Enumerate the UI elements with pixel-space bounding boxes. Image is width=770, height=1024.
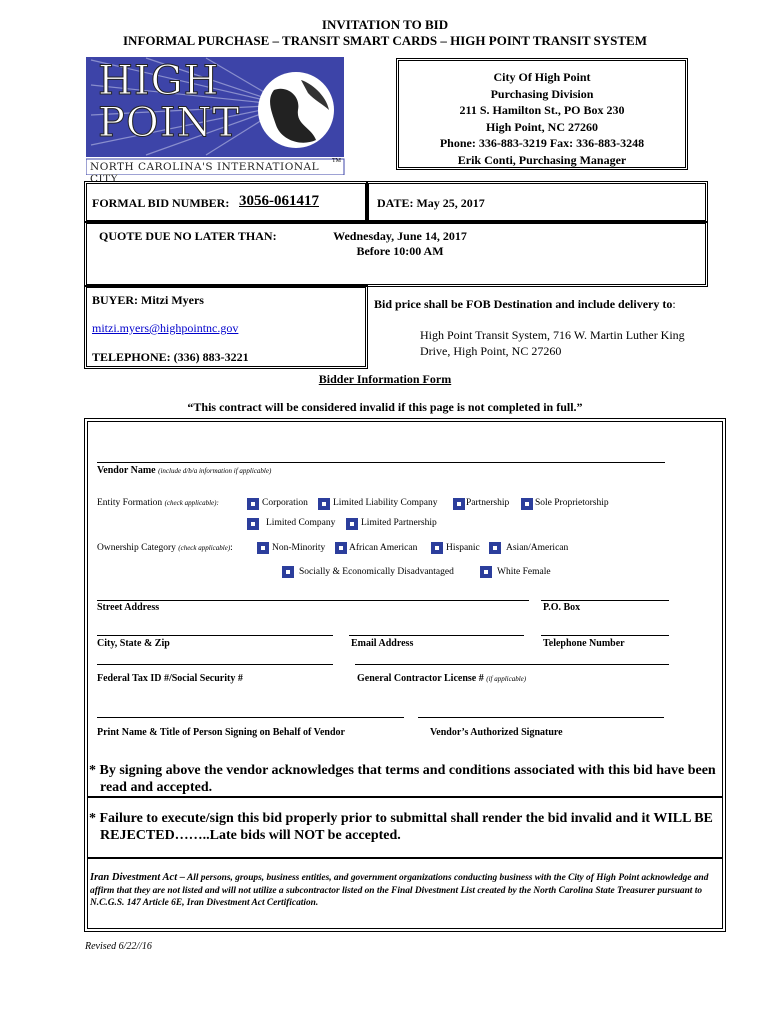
sole-proprietorship-label: Sole Proprietorship bbox=[535, 498, 609, 508]
tax-id-line[interactable] bbox=[97, 664, 333, 665]
address-line: Erik Conti, Purchasing Manager bbox=[457, 152, 627, 167]
tax-id-label: Federal Tax ID #/Social Security # bbox=[97, 673, 243, 684]
iran-text: All persons, groups, business entities, and government organizations conducting business with the City of High Point acknowledge and affirm that they are not listed and will not utilize a subcontractor listed on the Final Divestment List created by the North Carolina State Treasurer pursuant to N.C.G.S. 147 Article 6E, Iran Divestment Act Certification. bbox=[90, 873, 709, 908]
entity-label-text: Entity Formation bbox=[97, 498, 163, 508]
ownership-label-text: Ownership Category bbox=[97, 543, 176, 553]
address-line: 211 S. Hamilton St., PO Box 230 bbox=[459, 103, 625, 117]
entity-label bbox=[97, 498, 219, 508]
quote-due-box bbox=[84, 221, 708, 287]
fob-colon: : bbox=[672, 297, 676, 311]
po-box-line[interactable] bbox=[541, 600, 669, 601]
iran-title: Iran Divestment Act – bbox=[90, 872, 185, 883]
failure-note bbox=[89, 810, 713, 844]
address-box bbox=[396, 58, 688, 170]
sole-proprietorship-checkbox[interactable] bbox=[521, 498, 533, 510]
limited-partnership-label: Limited Partnership bbox=[361, 518, 437, 528]
form-heading: Bidder Information Form bbox=[318, 372, 452, 386]
failure-note-line: REJECTED……..Late bids will NOT be accepted. bbox=[100, 828, 401, 843]
bid-date: DATE: May 25, 2017 bbox=[377, 196, 485, 210]
doc-title: INVITATION TO BID bbox=[321, 17, 449, 32]
partnership-checkbox[interactable] bbox=[453, 498, 465, 510]
logo-tagline: NORTH CAROLINA'S INTERNATIONAL CITY bbox=[90, 161, 320, 185]
quote-due-date: Wednesday, June 14, 2017 bbox=[333, 229, 467, 243]
logo-text-point: POINT bbox=[98, 100, 241, 146]
address-line: Phone: 336-883-3219 Fax: 336-883-3248 bbox=[439, 136, 645, 150]
street-label: Street Address bbox=[97, 602, 160, 613]
license-label bbox=[357, 673, 526, 684]
fob-statement bbox=[374, 297, 676, 312]
phone-label: Telephone Number bbox=[543, 638, 625, 649]
delivery-address bbox=[420, 327, 685, 359]
corporation-label: Corporation bbox=[262, 498, 308, 508]
llc-checkbox[interactable] bbox=[318, 498, 330, 510]
email-line[interactable] bbox=[349, 635, 524, 636]
non-minority-checkbox[interactable] bbox=[257, 542, 269, 554]
iran-divestment-notice bbox=[90, 872, 720, 910]
hispanic-label: Hispanic bbox=[446, 543, 480, 553]
white-female-checkbox[interactable] bbox=[480, 566, 492, 578]
vendor-name-line[interactable] bbox=[97, 462, 665, 463]
corporation-checkbox[interactable] bbox=[247, 498, 259, 510]
disadvantaged-label: Socially & Economically Disadvantaged bbox=[299, 567, 454, 577]
limited-company-label: Limited Company bbox=[266, 518, 336, 528]
logo-text-high: HIGH bbox=[98, 58, 220, 104]
address-line: Purchasing Division bbox=[490, 86, 594, 101]
quote-due-value bbox=[315, 229, 485, 259]
bid-number-label: FORMAL BID NUMBER: bbox=[92, 196, 230, 210]
divider bbox=[87, 796, 723, 798]
revised-date: Revised 6/22//16 bbox=[85, 941, 152, 952]
delivery-line: High Point Transit System, 716 W. Martin Luther King bbox=[420, 328, 685, 342]
date-box bbox=[366, 181, 708, 223]
signing-note-line: * By signing above the vendor acknowledges that terms and conditions associated with this bid have been bbox=[89, 763, 716, 778]
asian-american-checkbox[interactable] bbox=[489, 542, 501, 554]
delivery-line: Drive, High Point, NC 27260 bbox=[420, 344, 562, 358]
address-line: City Of High Point bbox=[493, 70, 591, 84]
vendor-name-label bbox=[97, 465, 271, 476]
quote-due-label: QUOTE DUE NO LATER THAN: bbox=[99, 229, 277, 243]
asian-american-label: Asian/American bbox=[506, 543, 569, 553]
email-label: Email Address bbox=[351, 638, 414, 649]
signing-note bbox=[89, 762, 716, 796]
print-name-label: Print Name & Title of Person Signing on Behalf of Vendor bbox=[97, 727, 345, 738]
limited-company-checkbox[interactable] bbox=[247, 518, 259, 530]
african-american-label: African American bbox=[349, 543, 418, 553]
po-box-label: P.O. Box bbox=[543, 602, 581, 613]
signature-line[interactable] bbox=[418, 717, 664, 718]
buyer-box bbox=[84, 285, 368, 369]
partnership-label: Partnership bbox=[466, 498, 510, 508]
city-line[interactable] bbox=[97, 635, 333, 636]
bid-number: 3056-061417 bbox=[239, 193, 319, 209]
african-american-checkbox[interactable] bbox=[335, 542, 347, 554]
vendor-name-note: (include d/b/a information if applicable) bbox=[158, 467, 272, 475]
entity-note: (check applicable): bbox=[164, 499, 219, 507]
buyer-name: BUYER: Mitzi Myers bbox=[92, 293, 204, 307]
hispanic-checkbox[interactable] bbox=[431, 542, 443, 554]
llc-label: Limited Liability Company bbox=[333, 498, 438, 508]
white-female-label: White Female bbox=[497, 567, 551, 577]
logo-tm: TM bbox=[332, 158, 341, 164]
license-note: (if applicable) bbox=[486, 675, 527, 683]
quote-due-time: Before 10:00 AM bbox=[356, 244, 444, 258]
buyer-telephone: TELEPHONE: (336) 883-3221 bbox=[92, 350, 249, 364]
address-line: High Point, NC 27260 bbox=[485, 119, 598, 134]
signing-note-line: read and accepted. bbox=[100, 780, 213, 795]
city-logo bbox=[86, 55, 346, 185]
divider bbox=[87, 857, 723, 859]
street-line[interactable] bbox=[97, 600, 529, 601]
city-label: City, State & Zip bbox=[97, 638, 170, 649]
fob-text: Bid price shall be FOB Destination and include delivery to bbox=[374, 297, 673, 311]
license-label-text: General Contractor License # bbox=[357, 673, 484, 684]
ownership-colon: : bbox=[230, 543, 233, 553]
vendor-name-text: Vendor Name bbox=[97, 465, 156, 476]
ownership-label bbox=[97, 543, 233, 553]
print-name-line[interactable] bbox=[97, 717, 404, 718]
signature-label: Vendor’s Authorized Signature bbox=[430, 727, 563, 738]
address-block bbox=[399, 69, 685, 168]
delivery-block bbox=[366, 285, 708, 369]
buyer-email-link[interactable]: mitzi.myers@highpointnc.gov bbox=[92, 321, 239, 335]
phone-line[interactable] bbox=[541, 635, 669, 636]
failure-note-line: * Failure to execute/sign this bid properly prior to submittal shall render the bid invalid and it WILL BE bbox=[89, 811, 713, 826]
license-line[interactable] bbox=[355, 664, 669, 665]
bid-number-box bbox=[84, 181, 368, 223]
doc-subtitle: INFORMAL PURCHASE – TRANSIT SMART CARDS – HIGH POINT TRANSIT SYSTEM bbox=[123, 33, 647, 48]
non-minority-label: Non-Minority bbox=[272, 543, 326, 553]
ownership-note: (check applicable) bbox=[178, 544, 231, 552]
form-warning: “This contract will be considered invalid if this page is not completed in full.” bbox=[187, 400, 583, 414]
limited-partnership-checkbox[interactable] bbox=[346, 518, 358, 530]
disadvantaged-checkbox[interactable] bbox=[282, 566, 294, 578]
